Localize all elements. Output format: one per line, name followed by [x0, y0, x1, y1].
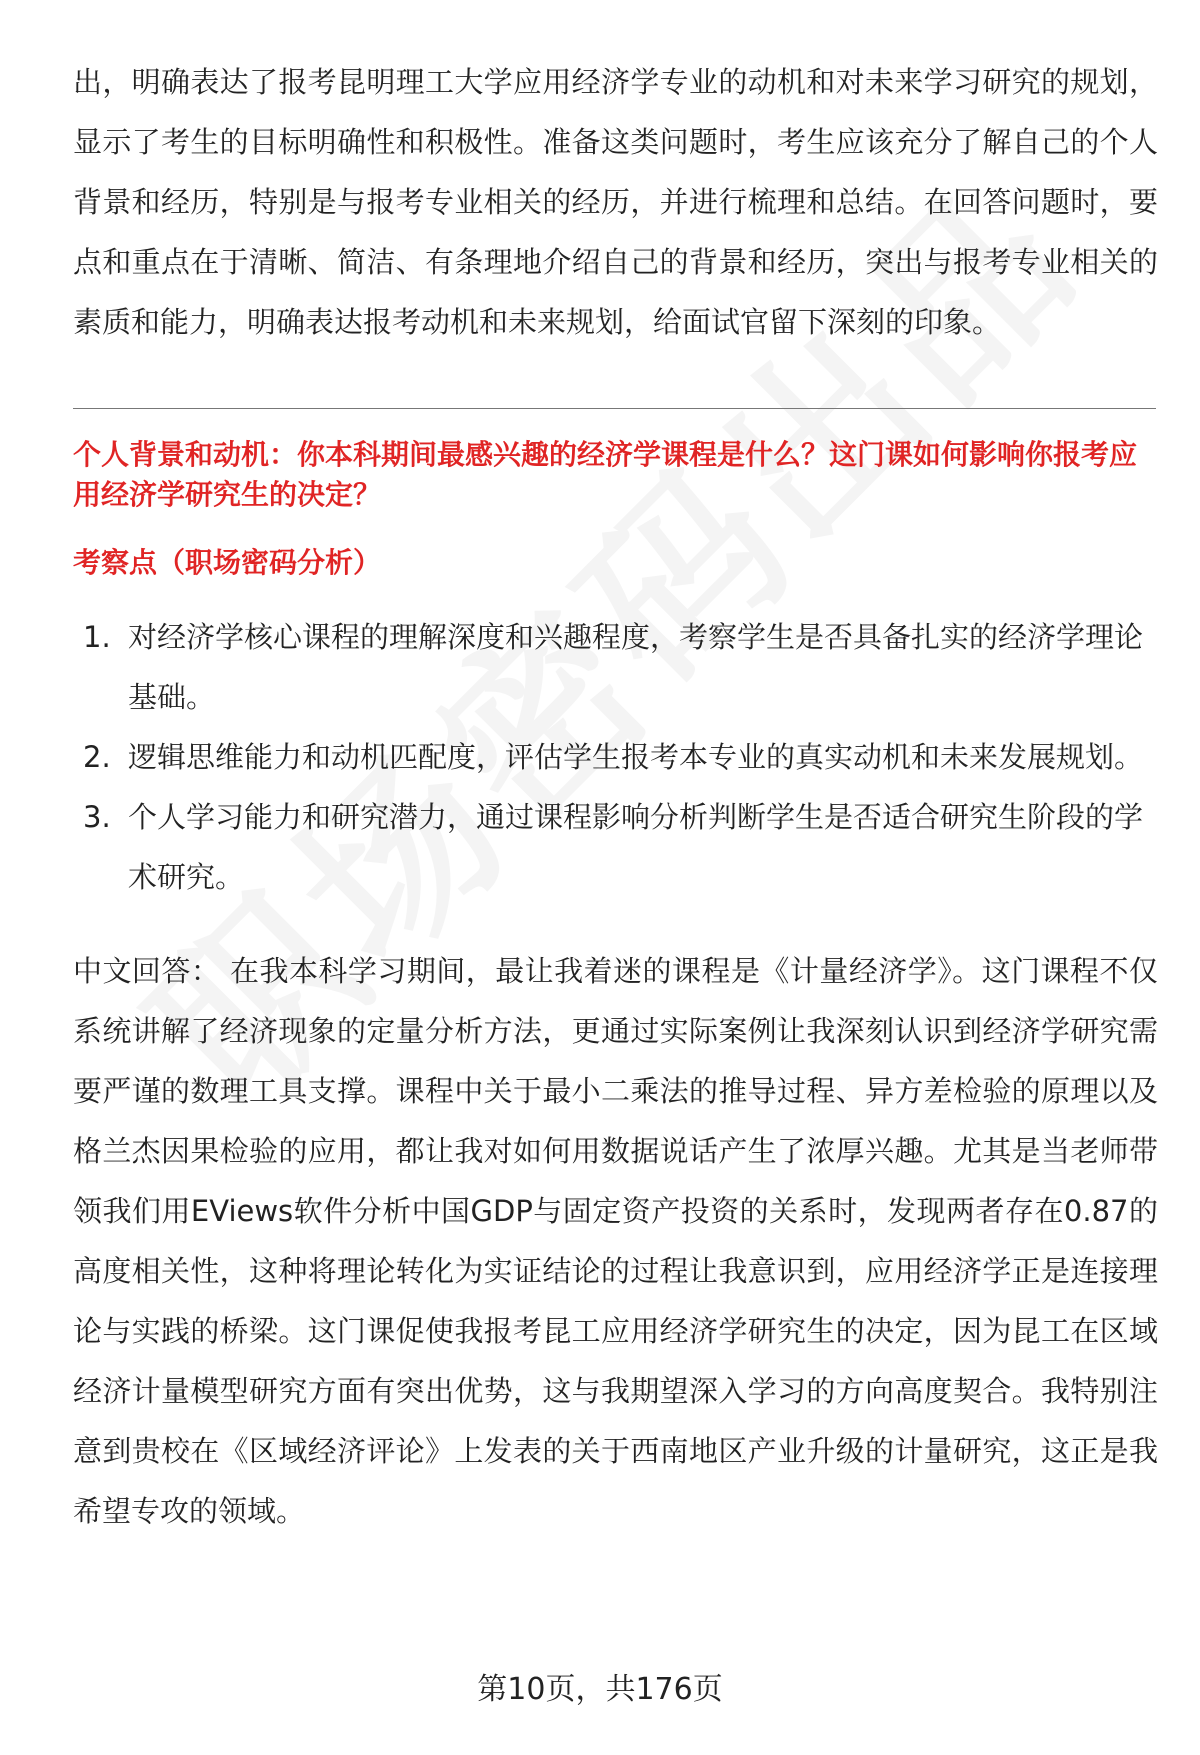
list-item-number: 1. [83, 620, 111, 654]
list-item-text: 对经济学核心课程的理解深度和兴趣程度，考察学生是否具备扎实的经济学理论基础。 [128, 620, 1144, 714]
answer-paragraph: 中文回答： 在我本科学习期间，最让我着迷的课程是《计量经济学》。这门课程不仅系统讲解了经济现象的定量分析方法，更通过实际案例让我深刻认识到经济学研究需要严谨的数理工具支撑。课程中关于最小二乘法的推导过程、异方差检验的原理以及格兰杰因果检验的应用，都让我对如何用数据说话产生了浓厚兴趣。尤其是当老师带领我们用EViews软件分析中国GDP与固定资产投资的关系时，发现两者存在0.87的高度相关性，这种将理论转化为实证结论的过程让我意识到，应用经济学正是连接理论与实践的桥梁。这门课促使我报考昆工应用经济学研究生的决定，因为昆工在区域经济计量模型研究方面有突出优势，这与我期望深入学习的方向高度契合。我特别注意到贵校在《区域经济评论》上发表的关于西南地区产业升级的计量研究，这正是我希望专攻的领域。 [73, 954, 1158, 1528]
list-item [73, 607, 1158, 727]
intro-paragraph: 出，明确表达了报考昆明理工大学应用经济学专业的动机和对未来学习研究的规划，显示了考生的目标明确性和积极性。准备这类问题时，考生应该充分了解自己的个人背景和经历，特别是与报考专业相关的经历，并进行梳理和总结。在回答问题时，要点和重点在于清晰、简洁、有条理地介绍自己的背景和经历，突出与报考专业相关的素质和能力，明确表达报考动机和未来规划，给面试官留下深刻的印象。 [73, 65, 1158, 339]
assessment-points-heading: 考察点（职场密码分析） [73, 546, 382, 579]
assessment-points-list [73, 607, 1158, 907]
list-item-text: 个人学习能力和研究潜力，通过课程影响分析判断学生是否适合研究生阶段的学术研究。 [128, 800, 1144, 894]
list-item [73, 787, 1158, 907]
page-number-footer: 第10页，共176页 [477, 1672, 723, 1707]
list-item-text: 逻辑思维能力和动机匹配度，评估学生报考本专业的真实动机和未来发展规划。 [128, 740, 1144, 774]
list-item-number: 3. [83, 800, 111, 834]
section-divider [73, 408, 1156, 409]
list-item-number: 2. [83, 740, 111, 774]
question-heading: 个人背景和动机：你本科期间最感兴趣的经济学课程是什么？这门课如何影响你报考应用经济学研究生的决定？ [73, 438, 1138, 511]
page-content [73, 52, 1158, 1541]
list-item [73, 727, 1158, 787]
